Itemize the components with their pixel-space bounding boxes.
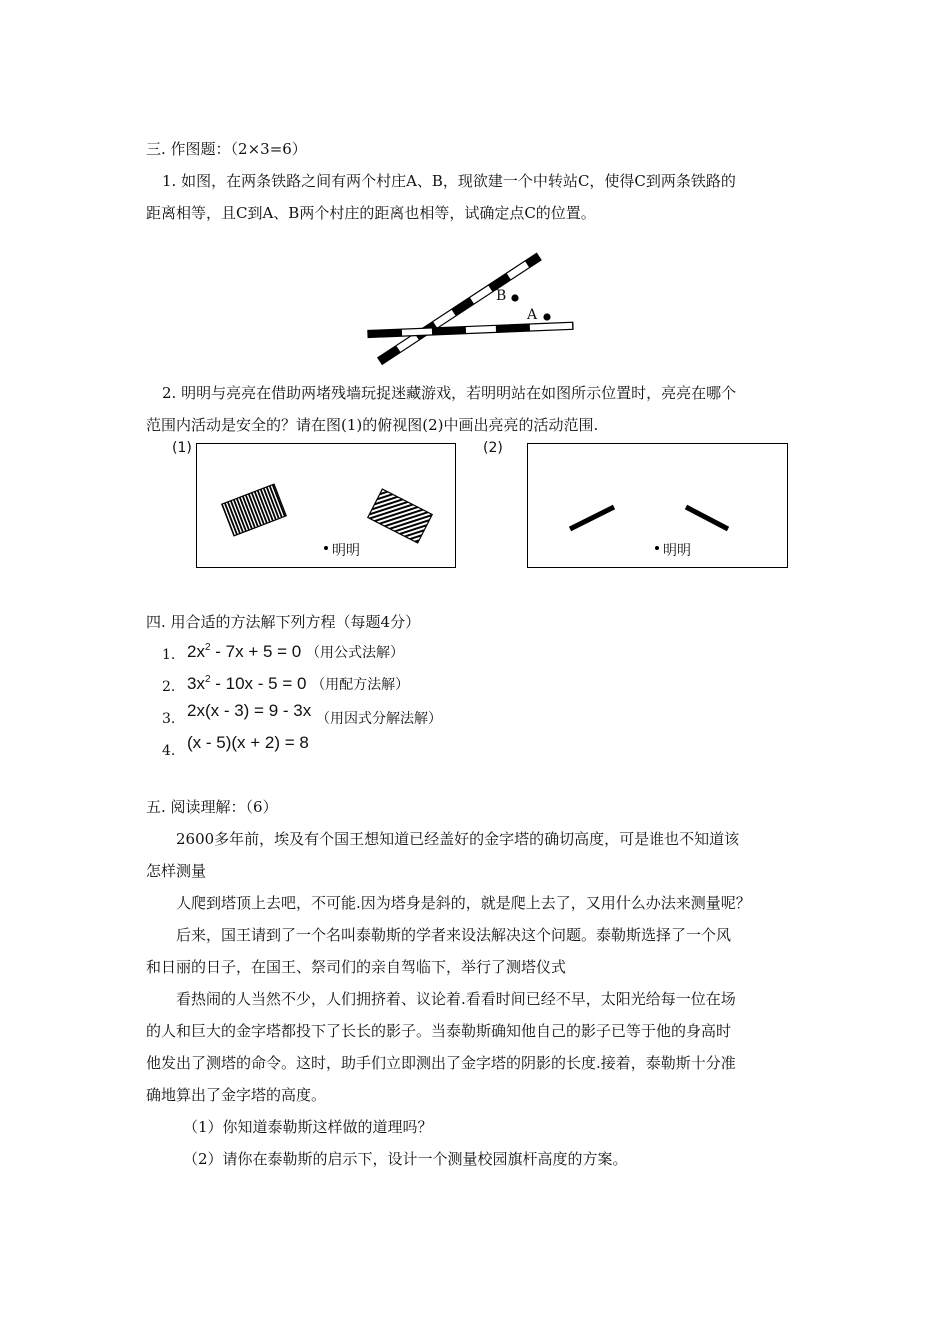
paragraph-4-line-1: 看热闹的人当然不少，人们拥挤着、议论着.看看时间已经不早，太阳光给每一位在场	[176, 990, 736, 1008]
equation-3-number: 3.	[162, 711, 176, 727]
village-a-label: A	[527, 307, 538, 323]
panel-1-label: (1)	[172, 440, 192, 456]
equation-2-number: 2.	[162, 679, 176, 695]
equation-1: $2x^2 - 7x + 5 = 0$ （用公式法解）	[187, 642, 404, 661]
panel-2-top-view	[527, 443, 788, 568]
equation-3: 2x(x - 3) = 9 - 3x $_{(用因式分解法解)}$	[187, 701, 442, 727]
equation-4-number: 4.	[162, 743, 176, 759]
mingming-position-1	[324, 540, 360, 560]
village-b-point	[511, 294, 518, 301]
paragraph-4-line-3: 他发出了测塔的命令。这时，助手们立即测出了金字塔的阴影的长度.接着，泰勒斯十分准	[146, 1054, 736, 1072]
village-a-point	[543, 313, 550, 320]
equation-1-number: 1.	[162, 647, 176, 663]
mingming-dot-icon	[655, 546, 659, 550]
right-wall-line	[686, 507, 728, 529]
mingming-dot-icon	[324, 546, 328, 550]
paragraph-4-line-4: 确地算出了金字塔的高度。	[146, 1086, 327, 1104]
question-2-line-2: 范围内活动是安全的？请在图(1)的俯视图(2)中画出亮亮的活动范围.	[146, 416, 599, 434]
question-1-line-1: 1. 如图，在两条铁路之间有两个村庄A、B，现欲建一个中转站C，使得C到两条铁路的	[162, 172, 736, 190]
paragraph-1-line-1: 2600多年前，埃及有个国王想知道已经盖好的金字塔的确切高度，可是谁也不知道该	[176, 830, 740, 848]
mingming-label-2: 明明	[663, 543, 691, 559]
question-1-line-2: 距离相等，且C到A、B两个村庄的距离也相等，试确定点C的位置。	[146, 204, 596, 222]
mingming-label-1: 明明	[332, 543, 360, 559]
paragraph-2: 人爬到塔顶上去吧，不可能.因为塔身是斜的，就是爬上去了，又用什么办法来测量呢？	[176, 894, 751, 912]
right-wall-hatched	[368, 489, 432, 543]
section-4-heading: 四. 用合适的方法解下列方程（每题4分）	[146, 613, 421, 631]
railway-figure	[360, 235, 585, 370]
equation-2: $3x^2 - 10x - 5 = 0$ （用配方法解）	[187, 674, 410, 693]
diagonal-railway	[378, 253, 541, 364]
equation-4: (x - 5)(x + 2) = 8	[187, 733, 309, 752]
reading-question-1: （1）你知道泰勒斯这样做的道理吗？	[183, 1118, 433, 1136]
paragraph-4-line-2: 的人和巨大的金字塔都投下了长长的影子。当泰勒斯确知他自己的影子已等于他的身高时	[146, 1022, 732, 1040]
section-5-heading: 五. 阅读理解：（6）	[146, 798, 278, 816]
section-3-heading: 三. 作图题：（2×3=6）	[146, 140, 307, 158]
paragraph-3-line-2: 和日丽的日子，在国王、祭司们的亲自驾临下，举行了测塔仪式	[146, 958, 567, 976]
panel-1-top-view	[196, 443, 456, 568]
paragraph-3-line-1: 后来，国王请到了一个名叫泰勒斯的学者来设法解决这个问题。泰勒斯选择了一个风	[176, 926, 732, 944]
paragraph-1-line-2: 怎样测量	[146, 862, 207, 880]
left-wall-hatched	[222, 484, 286, 536]
village-b-label: B	[496, 288, 507, 304]
horizontal-railway	[368, 322, 573, 337]
question-2-line-1: 2. 明明与亮亮在借助两堵残墙玩捉迷藏游戏，若明明站在如图所示位置时，亮亮在哪个	[162, 384, 737, 402]
panel-2-label: (2)	[483, 440, 503, 456]
reading-question-2: （2）请你在泰勒斯的启示下，设计一个测量校园旗杆高度的方案。	[183, 1150, 628, 1168]
left-wall-line	[570, 507, 614, 529]
mingming-position-2	[655, 540, 691, 560]
